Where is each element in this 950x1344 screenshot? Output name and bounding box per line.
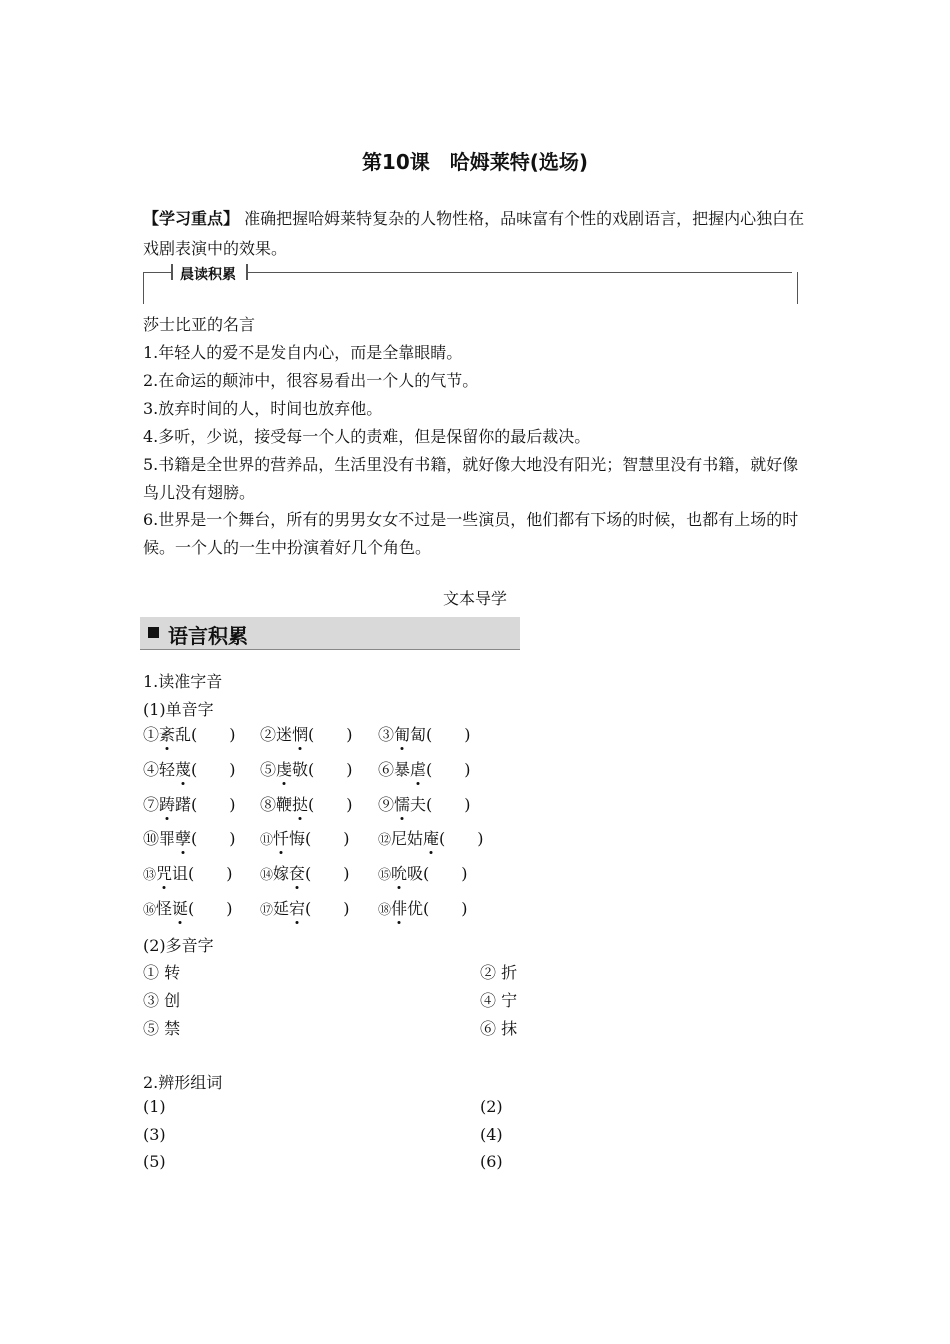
word-prefix: 迷 <box>276 725 293 744</box>
multi-char-item: ④ 宁 <box>480 991 518 1010</box>
word-suffix-blank: 躇( ) <box>175 795 236 814</box>
word-group-item: (5) <box>143 1152 166 1171</box>
item-number: ⑭ <box>260 868 274 883</box>
text-guide-heading: 文本导学 <box>442 589 507 608</box>
single-char-item <box>260 896 350 919</box>
q1-title: 1.读准字音 <box>143 672 223 691</box>
word-group-item: (4) <box>480 1125 503 1144</box>
item-number: ⑱ <box>378 903 392 918</box>
single-char-item <box>260 757 353 780</box>
dotted-char: 忏 <box>273 829 290 848</box>
item-number: ② <box>260 725 277 744</box>
word-suffix-blank: ( ) <box>426 760 471 779</box>
study-focus-text: 准确把握哈姆莱特复杂的人物性格，品味富有个性的戏剧语言，把握内心独白在戏剧表演中的效果。 <box>143 209 805 258</box>
item-number: ⑪ <box>260 833 274 848</box>
word-suffix-blank: 乱( ) <box>175 725 236 744</box>
quote-item: 5.书籍是全世界的营养品，生活里没有书籍，就好像大地没有阳光；智慧里没有书籍，就好像鸟儿没有翅膀。 <box>143 455 799 502</box>
word-group-item: (3) <box>143 1125 166 1144</box>
q2-title: 2.辨形组词 <box>143 1073 223 1092</box>
dotted-char: 吮 <box>391 864 408 883</box>
q1-multi-heading: (2)多音字 <box>143 936 214 955</box>
word-group-item: (6) <box>480 1152 503 1171</box>
single-char-item <box>143 826 236 849</box>
page-title: 第10课 哈姆莱特(选场) <box>361 150 589 174</box>
word-suffix-blank: 吸( ) <box>407 864 468 883</box>
single-char-item <box>143 861 233 884</box>
word-suffix-blank: 悔( ) <box>289 829 350 848</box>
study-focus-label: 【学习重点】 <box>143 209 240 228</box>
single-char-item <box>378 896 468 919</box>
single-char-item <box>260 722 353 745</box>
single-char-item <box>143 757 236 780</box>
dotted-char: 奁 <box>289 864 306 883</box>
word-suffix-blank: ( ) <box>305 864 350 883</box>
single-char-item <box>378 861 468 884</box>
single-char-item <box>260 861 350 884</box>
multi-char-item: ⑥ 抹 <box>480 1019 518 1038</box>
section-title: 语言积累 <box>168 624 248 648</box>
word-suffix-blank: 优( ) <box>407 899 468 918</box>
multi-char-item: ② 折 <box>480 963 518 982</box>
word-suffix-blank: ( ) <box>191 760 236 779</box>
dotted-char: 惘 <box>292 725 309 744</box>
dotted-char: 虐 <box>410 760 427 779</box>
quote-item: 4.多听，少说，接受每一个人的责难，但是保留你的最后裁决。 <box>143 427 591 446</box>
quotes-heading: 莎士比亚的名言 <box>143 315 256 334</box>
item-number: ⑫ <box>378 833 392 848</box>
word-suffix-blank: ( ) <box>305 899 350 918</box>
word-group-item: (2) <box>480 1097 503 1116</box>
single-char-item <box>378 792 471 815</box>
square-bullet-icon <box>148 627 159 638</box>
quote-item: 2.在命运的颠沛中，很容易看出一个人的气节。 <box>143 371 479 390</box>
dotted-char: 诞 <box>172 899 189 918</box>
single-char-item <box>143 792 236 815</box>
dotted-char: 蔑 <box>175 760 192 779</box>
single-char-item <box>143 896 233 919</box>
word-suffix-blank: 夫( ) <box>410 795 471 814</box>
item-number: ⑦ <box>143 795 160 814</box>
single-char-item <box>260 826 350 849</box>
quote-item: 3.放弃时间的人，时间也放弃他。 <box>143 399 383 418</box>
word-prefix: 鞭 <box>276 795 293 814</box>
q1-single-heading: (1)单音字 <box>143 700 214 719</box>
quote-item: 1.年轻人的爱不是发自内心，而是全靠眼睛。 <box>143 343 463 362</box>
word-group-item: (1) <box>143 1097 166 1116</box>
item-number: ① <box>143 725 160 744</box>
single-char-item <box>260 792 353 815</box>
dotted-char: 庵 <box>423 829 440 848</box>
word-prefix: 嫁 <box>273 864 290 883</box>
dotted-char: 匍 <box>394 725 411 744</box>
dotted-char: 紊 <box>159 725 176 744</box>
item-number: ⑤ <box>260 760 277 779</box>
item-number: ⑯ <box>143 903 157 918</box>
word-prefix: 暴 <box>394 760 411 779</box>
multi-char-item: ③ 创 <box>143 991 181 1010</box>
word-suffix-blank: ( ) <box>308 795 353 814</box>
word-prefix: 延 <box>273 899 290 918</box>
item-number: ⑨ <box>378 795 395 814</box>
dotted-char: 虔 <box>276 760 293 779</box>
dotted-char: 孽 <box>175 829 192 848</box>
word-prefix: 罪 <box>159 829 176 848</box>
multi-char-item: ① 转 <box>143 963 181 982</box>
item-number: ⑥ <box>378 760 395 779</box>
section-header <box>140 617 520 650</box>
quote-item: 6.世界是一个舞台，所有的男男女女不过是一些演员，他们都有下场的时候，也都有上场的时候。一个人的一生中扮演着好几个角色。 <box>143 510 799 557</box>
word-suffix-blank: 敬( ) <box>292 760 353 779</box>
dotted-char: 宕 <box>289 899 306 918</box>
single-char-item <box>143 722 236 745</box>
dotted-char: 踌 <box>159 795 176 814</box>
dotted-char: 挞 <box>292 795 309 814</box>
word-suffix-blank: 诅( ) <box>172 864 233 883</box>
item-number: ③ <box>378 725 395 744</box>
multi-char-item: ⑤ 禁 <box>143 1019 181 1038</box>
item-number: ⑰ <box>260 903 274 918</box>
word-prefix: 尼姑 <box>391 829 424 848</box>
morning-reading-label: 晨读积累 <box>180 267 236 283</box>
item-number: ⑬ <box>143 868 157 883</box>
dotted-char: 懦 <box>394 795 411 814</box>
word-prefix: 轻 <box>159 760 176 779</box>
word-suffix-blank: 匐( ) <box>410 725 471 744</box>
word-suffix-blank: ( ) <box>188 899 233 918</box>
item-number: ④ <box>143 760 160 779</box>
single-char-item <box>378 722 471 745</box>
word-suffix-blank: ( ) <box>439 829 484 848</box>
dotted-char: 俳 <box>391 899 408 918</box>
single-char-item <box>378 757 471 780</box>
item-number: ⑧ <box>260 795 277 814</box>
dotted-char: 咒 <box>156 864 173 883</box>
single-char-item <box>378 826 484 849</box>
word-suffix-blank: ( ) <box>308 725 353 744</box>
study-focus <box>143 204 813 264</box>
item-number: ⑮ <box>378 868 392 883</box>
item-number: ⑩ <box>143 829 160 848</box>
word-suffix-blank: ( ) <box>191 829 236 848</box>
word-prefix: 怪 <box>156 899 173 918</box>
